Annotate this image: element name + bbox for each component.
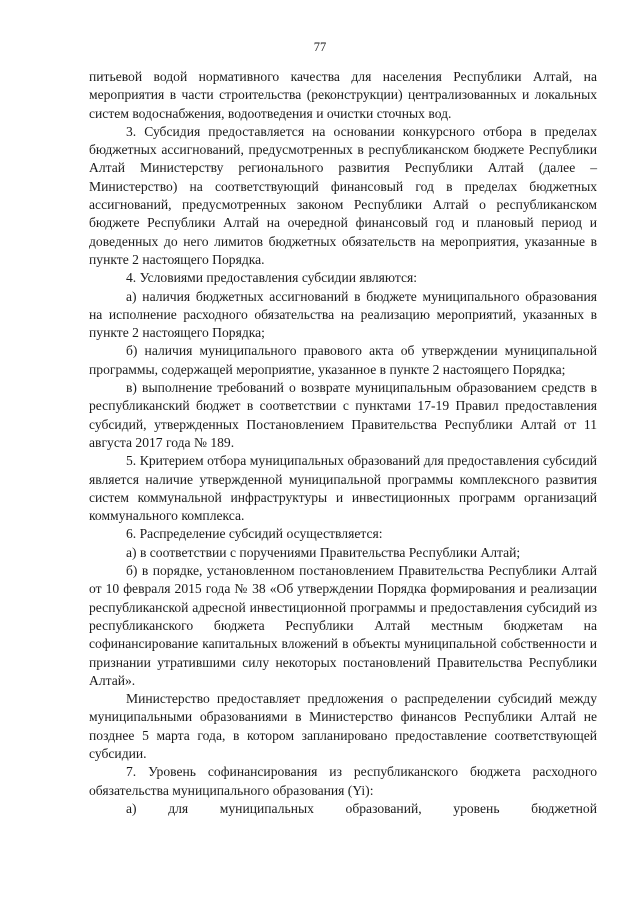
paragraph: б) наличия муниципального правового акта об утверждении муниципальной программы, содержащей мероприятие, указанное в пункте 2 настоящего Порядка; (89, 343, 597, 377)
paragraph: 4. Условиями предоставления субсидии являются: (126, 270, 418, 286)
paragraph: 7. Уровень софинансирования из республиканского бюджета расходного обязательства муниципального образования (Yi): (89, 764, 597, 798)
paragraph: б) в порядке, установленном постановлением Правительства Республики Алтай от 10 февраля 2015 года № 38 «Об утверждении Порядка формирования и реализации республиканской адресной инвестиционной программы и предоставления субсидий из республиканского бюджета Республики Алтай местным бюджетам на софинансирование капитальных вложений в объекты муниципальной собственности и признании утратившими силу некоторых постановлений Правительства Республики Алтай». (89, 563, 597, 688)
paragraph: а) в соответствии с поручениями Правительства Республики Алтай; (126, 544, 521, 560)
paragraph: в) выполнение требований о возврате муниципальным образованием средств в республиканский бюджет в соответствии с пунктами 17-19 Правил предоставления субсидий, утвержденных Постановлением Правительства Республики Алтай от 11 августа 2017 года № 189. (89, 380, 597, 450)
paragraph: Министерство предоставляет предложения о распределении субсидий между муниципальными образованиями в Министерство финансов Республики Алтай не позднее 5 марта года, в котором запланировано предоставление соответствующей субсидии. (89, 691, 597, 761)
paragraph: питьевой водой нормативного качества для населения Республики Алтай, на мероприятия в части строительства (реконструкции) централизованных и локальных систем водоснабжения, водоотведения и очистки сточных вод. (89, 69, 597, 121)
paragraph: 3. Субсидия предоставляется на основании конкурсного отбора в пределах бюджетных ассигнований, предусмотренных в республиканском бюджете Республики Алтай Министерству регионального развития Республики Алтай (далее – Министерство) на соответствующий финансовый год в пределах бюджетных ассигнований, предусмотренных законом Республики Алтай о республиканском бюджете Республики Алтай на очередной финансовый год и плановый период и доведенных до него лимитов бюджетных обязательств на мероприятия, указанные в пункте 2 настоящего Порядка. (89, 123, 597, 267)
document-body (89, 68, 597, 818)
paragraph: 6. Распределение субсидий осуществляется: (126, 526, 383, 542)
paragraph: а) для муниципальных образований, уровень бюджетной (126, 800, 597, 816)
paragraph: а) наличия бюджетных ассигнований в бюджете муниципального образования на исполнение расходного обязательства на реализацию мероприятий, указанных в пункте 2 настоящего Порядка; (89, 288, 597, 341)
page-number: 77 (313, 40, 327, 54)
paragraph: 5. Критерием отбора муниципальных образований для предоставления субсидий является наличие утвержденной муниципальной программы комплексного развития систем коммунальной инфраструктуры и инвестиционных программ организаций коммунального комплекса. (89, 453, 597, 524)
